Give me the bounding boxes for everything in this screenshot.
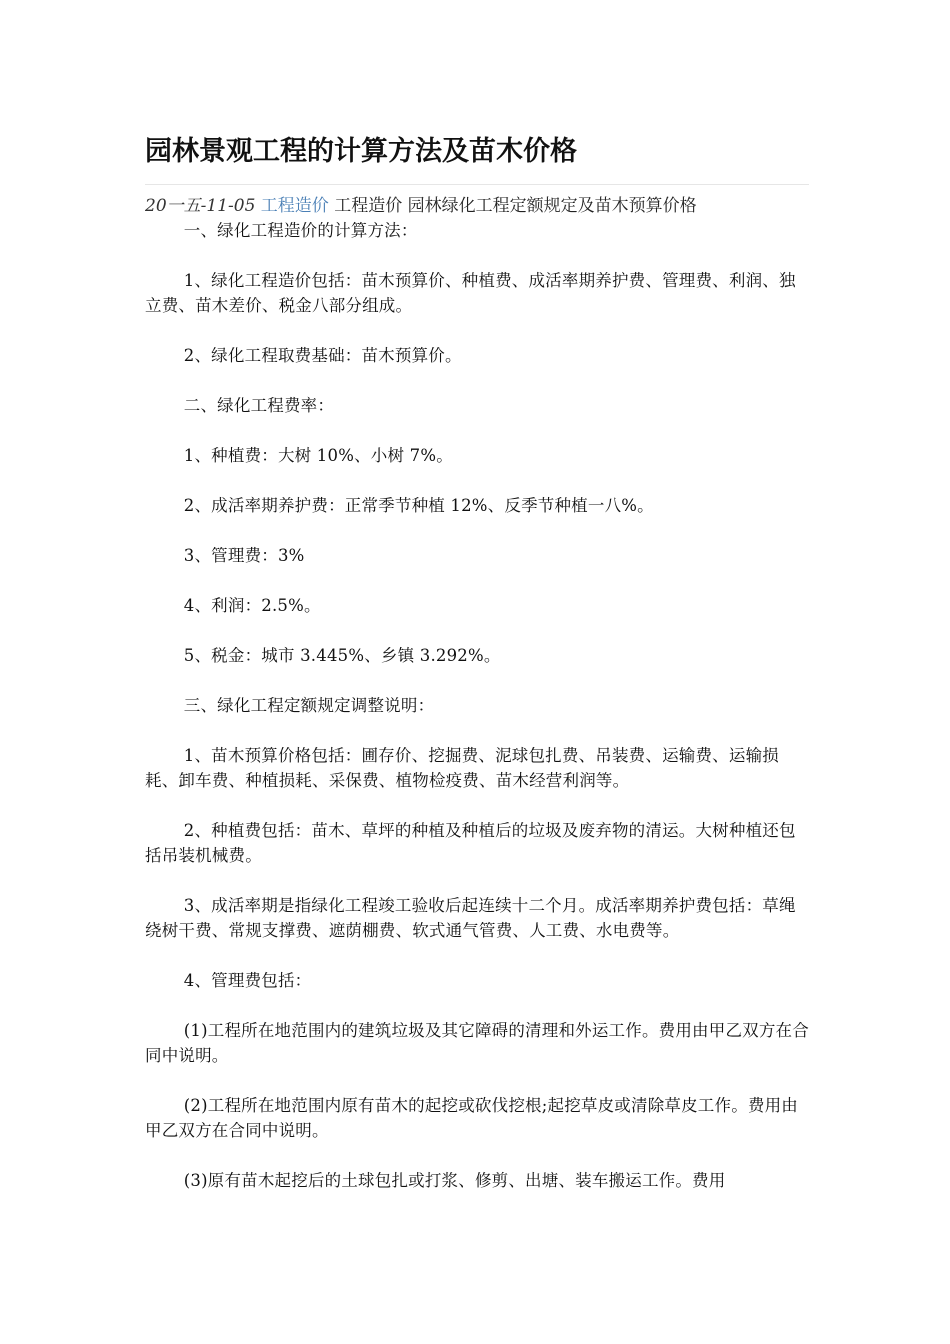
paragraph: 二、绿化工程费率： (183, 396, 335, 415)
paragraph: 2、成活率期养护费：正常季节种植 12%、反季节种植一八%。 (183, 496, 654, 515)
paragraph: 4、利润：2.5%。 (183, 596, 321, 615)
article-meta (145, 194, 809, 218)
paragraph: (3)原有苗木起挖后的土球包扎或打浆、修剪、出塘、装车搬运工作。费用 (183, 1171, 726, 1190)
paragraph: 2、种植费包括：苗木、草坪的种植及种植后的垃圾及废弃物的清运。大树种植还包括吊装机械费。 (145, 821, 796, 865)
paragraph: 1、种植费：大树 10%、小树 7%。 (183, 446, 453, 465)
article (145, 128, 809, 1193)
title-divider (145, 184, 809, 185)
paragraph: 5、税金：城市 3.445%、乡镇 3.292%。 (183, 646, 501, 665)
paragraph: 1、绿化工程造价包括：苗木预算价、种植费、成活率期养护费、管理费、利润、独立费、苗木差价、税金八部分组成。 (145, 271, 796, 315)
publish-date: 20一五-11-05 (145, 196, 256, 216)
category-link[interactable]: 工程造价 (260, 196, 329, 216)
paragraph: 三、绿化工程定额规定调整说明： (183, 696, 435, 715)
paragraph: 2、绿化工程取费基础：苗木预算价。 (183, 346, 462, 365)
paragraph: (1)工程所在地范围内的建筑垃圾及其它障碍的清理和外运工作。费用由甲乙双方在合同中说明。 (145, 1021, 809, 1065)
paragraph: (2)工程所在地范围内原有苗木的起挖或砍伐挖根;起挖草皮或清除草皮工作。费用由甲乙双方在合同中说明。 (145, 1096, 798, 1140)
article-subtitle: 园林绿化工程定额规定及苗木预算价格 (407, 196, 697, 216)
paragraph: 3、成活率期是指绿化工程竣工验收后起连续十二个月。成活率期养护费包括：草绳绕树干费、常规支撑费、遮荫棚费、软式通气管费、人工费、水电费等。 (145, 896, 796, 940)
paragraph: 3、管理费：3% (183, 546, 305, 565)
paragraph: 1、苗木预算价格包括：圃存价、挖掘费、泥球包扎费、吊装费、运输费、运输损耗、卸车费、种植损耗、采保费、植物检疫费、苗木经营利润等。 (145, 746, 779, 790)
article-title: 园林景观工程的计算方法及苗木价格 (145, 136, 577, 167)
paragraph: 4、管理费包括： (183, 971, 312, 990)
paragraph: 一、绿化工程造价的计算方法： (183, 221, 418, 240)
article-body (145, 218, 809, 1193)
tag-text: 工程造价 (334, 196, 403, 216)
